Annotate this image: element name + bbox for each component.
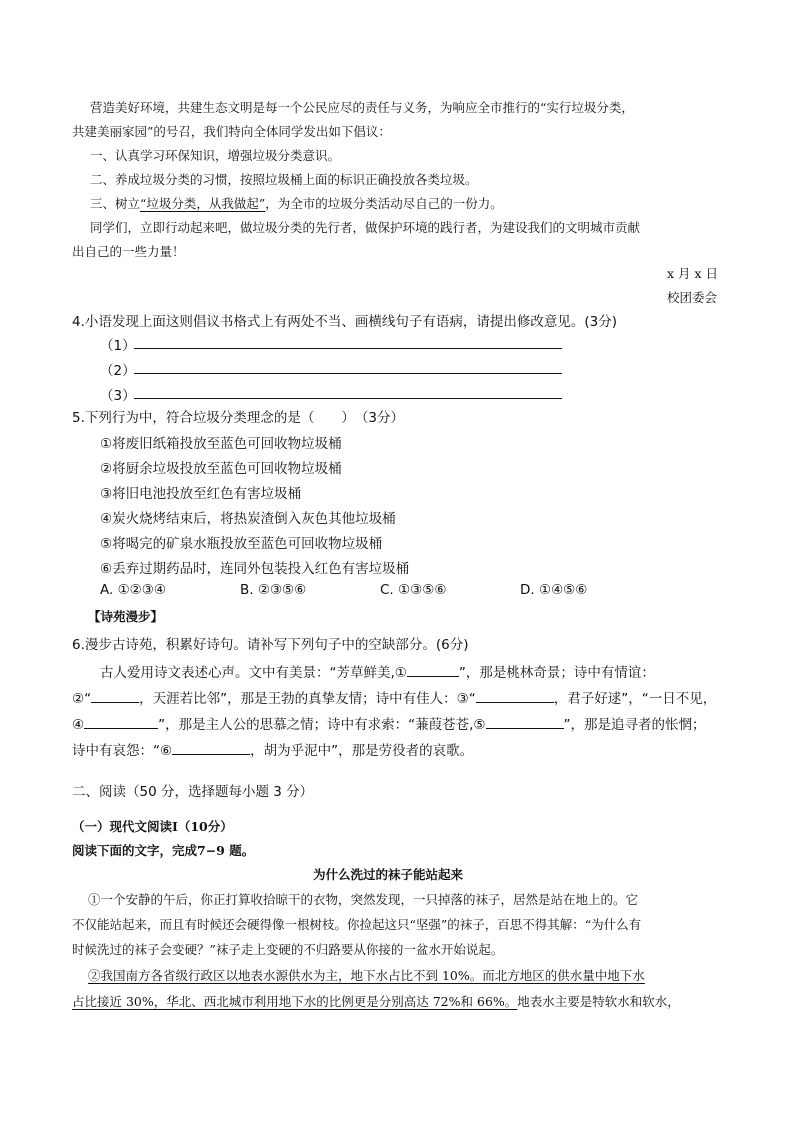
article-paragraph-underlined: ②我国南方各省级行政区以地表水源供水为主，地下水占比不到 10%。而北方地区的供水量中地下水 [88,968,645,983]
article-paragraph-line: ①一个安静的午后，你正打算收拾晾干的衣物，突然发现，一只掉落的袜子，居然是站在地上的。它 [88,892,639,907]
q6-text: ”，那是桃林奇景；诗中有情谊： [458,665,655,681]
subsection-heading: （一）现代文阅读Ⅰ（10分） [72,819,233,834]
question-4-stem: 4.小语发现上面这则倡议书格式上有两处不当、画横线句子有语病，请提出修改意见。(3分) [72,314,618,330]
proposal-paragraph-line: 营造美好环境，共建生态文明是每一个公民应尽的责任与义务，为响应全市推行的“实行垃圾分类， [90,100,634,115]
section-heading-reading: 二、阅读（50 分，选择题每小题 3 分） [72,784,314,800]
fill-blank-3[interactable] [476,688,554,703]
proposal-signer: 校团委会 [667,290,718,305]
q6-text: ，君子好逑”，“一日不见， [553,691,717,707]
q5-item-5: ⑤将喝完的矿泉水瓶投放至蓝色可回收物垃圾桶 [100,536,383,552]
article-text: 地表水主要是特软水和软水， [517,994,680,1009]
q6-text: ”，那是主人公的思慕之情；诗中有求索：“蒹葭苍苍,⑤ [158,717,486,733]
section-heading-poetry: 【诗苑漫步】 [88,609,164,624]
q5-item-3: ③将旧电池投放至红色有害垃圾桶 [100,486,302,502]
q5-item-6: ⑥丢弃过期药品时，连同外包装投入红色有害垃圾桶 [100,561,410,577]
q6-line-1 [100,661,655,681]
fill-blank-1[interactable] [407,662,459,677]
question-6-stem: 6.漫步古诗苑，积累好诗句。请补写下列句子中的空缺部分。(6分) [72,637,469,653]
q5-item-1: ①将废旧纸箱投放至蓝色可回收物垃圾桶 [100,436,342,452]
answer-line-1[interactable] [134,348,562,349]
q6-text: 古人爱用诗文表述心声。文中有美景：“芳草鲜美,① [100,665,407,681]
proposal-paragraph-line: 出自己的一些力量！ [72,244,185,259]
article-paragraph-line: 不仅能站起来，而且有时候还会硬得像一根树枝。你捡起这只“坚强”的袜子，百思不得其解：“为什么有 [72,917,642,932]
q6-text: ④ [72,717,85,733]
fill-blank-6[interactable] [172,740,250,755]
proposal-item-3-underlined: “垃圾分类，从我做起” [140,196,266,211]
fill-blank-2[interactable] [91,688,139,703]
q6-text: ②“ [72,691,92,707]
answer-label-2: （2） [100,363,136,379]
proposal-item-2: 二、养成垃圾分类的习惯，按照垃圾桶上面的标识正确投放各类垃圾。 [90,172,478,187]
answer-line-2[interactable] [134,373,562,374]
answer-label-3: （3） [100,388,136,404]
q6-line-4 [72,739,473,759]
proposal-item-3-suffix: ，为全市的垃圾分类活动尽自己的一份力。 [265,196,503,211]
reading-instruction: 阅读下面的文字，完成7−9 题。 [72,843,255,858]
q5-option-b[interactable]: B. ②③⑤⑥ [240,582,307,598]
article-underlined-text: 占比接近 30%，华北、西北城市利用地下水的比例更是分别高达 72%和 66%。 [72,994,518,1009]
question-5-stem: 5.下列行为中，符合垃圾分类理念的是（ ） （3分） [72,410,404,426]
article-paragraph-line: 时候洗过的袜子会变硬？”袜子走上变硬的不归路要从你接的一盆水开始说起。 [72,942,504,957]
q6-text: ”，那是追寻者的怅惘； [563,717,706,733]
q6-line-2 [72,687,716,707]
answer-label-1: （1） [100,338,136,354]
fill-blank-4[interactable] [84,714,158,729]
proposal-item-3 [90,194,503,212]
q6-text: 诗中有哀怨：“⑥ [72,743,173,759]
proposal-paragraph-line: 同学们，立即行动起来吧，做垃圾分类的先行者，做保护环境的践行者，为建设我们的文明城市贡献 [90,220,641,235]
q5-option-a[interactable]: A. ①②③④ [100,582,166,598]
fill-blank-5[interactable] [486,714,564,729]
article-title: 为什么洗过的袜子能站起来 [313,867,464,882]
q6-line-3 [72,713,706,733]
q5-item-2: ②将厨余垃圾投放至蓝色可回收物垃圾桶 [100,461,342,477]
article-paragraph-line [72,992,680,1010]
q6-text: ，天涯若比邻”，那是王勃的真挚友情；诗中有佳人：③“ [139,691,476,707]
q5-option-c[interactable]: C. ①③⑤⑥ [380,582,447,598]
proposal-date: x 月 x 日 [667,266,719,281]
answer-line-3[interactable] [134,398,562,399]
q5-option-d[interactable]: D. ①④⑤⑥ [520,582,588,598]
proposal-item-3-prefix: 三、树立 [90,196,141,211]
q6-text: ，胡为乎泥中”，那是劳役者的哀歌。 [250,743,474,759]
proposal-item-1: 一、认真学习环保知识，增强垃圾分类意识。 [90,148,341,163]
q5-item-4: ④炭火烧烤结束后，将热炭渣倒入灰色其他垃圾桶 [100,511,396,527]
proposal-paragraph-line: 共建美丽家园”的号召，我们特向全体同学发出如下倡议： [72,124,391,139]
